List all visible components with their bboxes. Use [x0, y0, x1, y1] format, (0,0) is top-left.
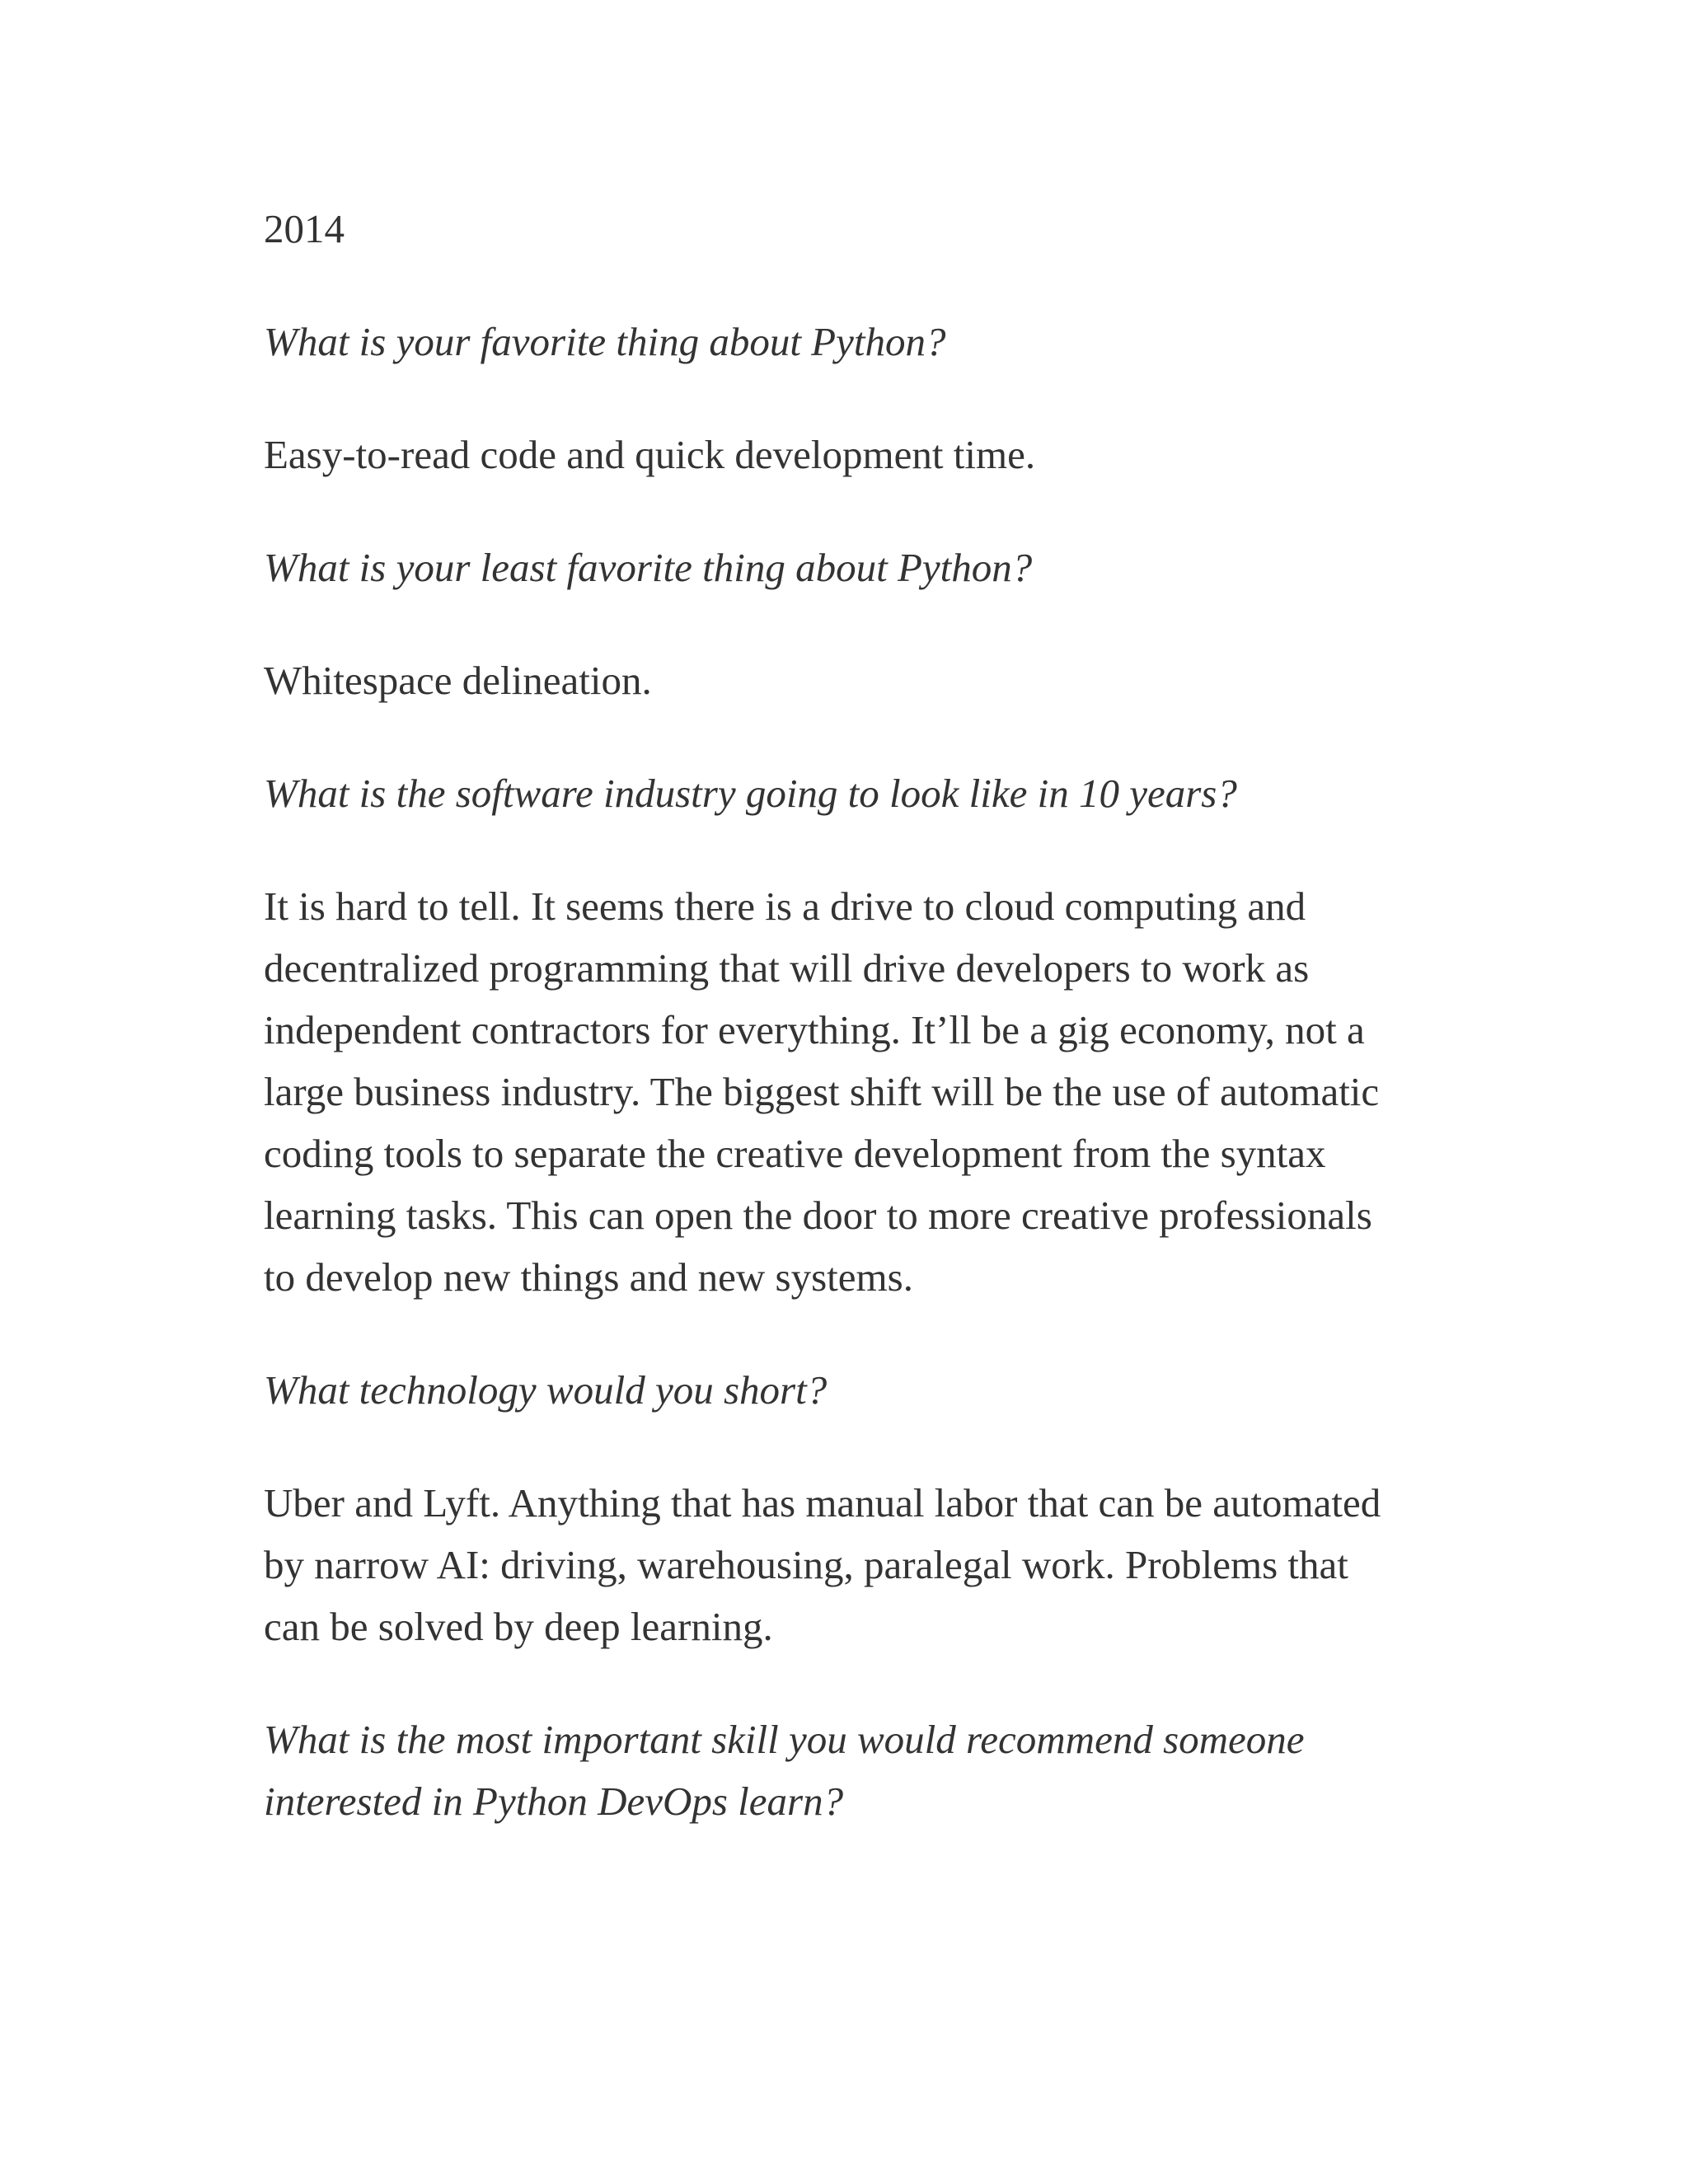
question-favorite-thing: What is your favorite thing about Python?	[264, 319, 946, 364]
question-least-favorite-thing: What is your least favorite thing about Python?	[264, 545, 1033, 590]
answer-favorite-thing: Easy-to-read code and quick development time.	[264, 432, 1036, 477]
document-page	[264, 198, 1434, 1883]
answer-least-favorite-thing: Whitespace delineation.	[264, 658, 652, 703]
question-technology-short: What technology would you short?	[264, 1367, 828, 1413]
question-most-important-skill: What is the most important skill you would recommend someone interested in Python DevOps learn?	[264, 1717, 1305, 1824]
question-software-industry: What is the software industry going to look like in 10 years?	[264, 771, 1237, 816]
answer-technology-short: Uber and Lyft. Anything that has manual labor that can be automated by narrow AI: driving, warehousing, paralegal work. Problems that can be solved by deep learning.	[264, 1480, 1381, 1649]
intro-year: 2014	[264, 206, 345, 251]
answer-software-industry: It is hard to tell. It seems there is a drive to cloud computing and decentralized programming that will drive developers to work as independent contractors for everything. It’ll be a gig economy, not a large business industry. The biggest shift will be the use of automatic coding tools to separate the creative development from the syntax learning tasks. This can open the door to more creative professionals to develop new things and new systems.	[264, 883, 1380, 1300]
